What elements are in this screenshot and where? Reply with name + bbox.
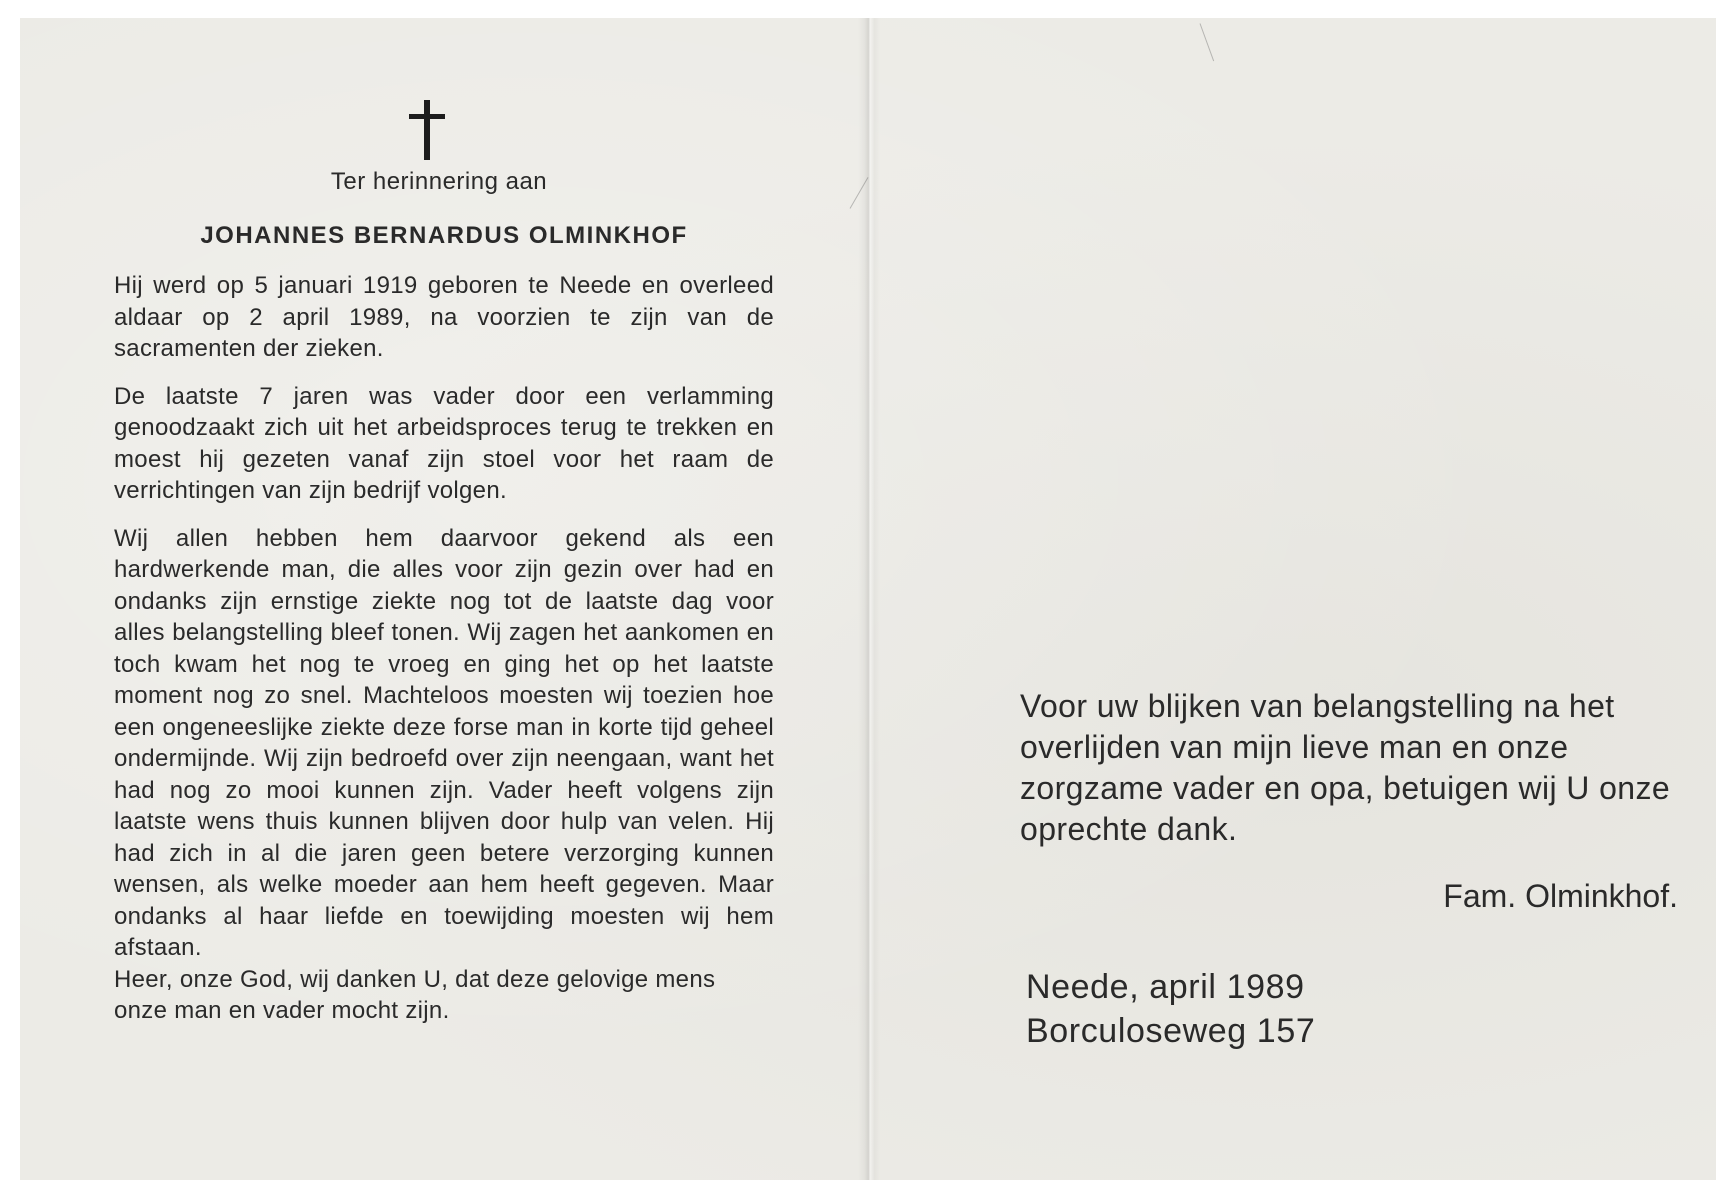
biography-paragraph: De laatste 7 jaren was vader door een verlamming genoodzaakt zich uit het arbeidsproces terug te trekken en moest hij gezeten vanaf zijn stoel voor het raam de verrichtingen van zijn bedrijf volgen. bbox=[114, 382, 774, 504]
biography-paragraph: Wij allen hebben hem daarvoor gekend als een hardwerkende man, die alles voor zijn gezin over had en ondanks zijn ernstige ziekte nog tot de laatste dag voor alles belangstelling bleef tonen. Wij zagen het aankomen en toch kwam het nog te vroeg en ging het op het laatste moment nog zo snel. Machteloos moesten wij toezien hoe een ongeneeslijke ziekte deze forse man in korte tijd geheel ondermijnde. Wij zijn bedroefd over zijn neengaan, want het had nog zo mooi kunnen zijn. Vader heeft volgens zijn laatste wens thuis kunnen blijven door hulp van velen. Hij had zich in al die jaren geen betere verzorging kunnen wensen, als welke moeder aan hem heeft gegeven. Maar ondanks al haar liefde en toewijding moesten wij hem afstaan. bbox=[114, 524, 774, 961]
intro-text: Ter herinnering aan bbox=[330, 168, 548, 195]
prayer-paragraph: Heer, onze God, wij danken U, dat deze gelovige mens onze man en vader mocht zijn. bbox=[114, 965, 716, 1024]
memorial-card bbox=[20, 18, 1716, 1180]
cross-icon bbox=[409, 100, 445, 160]
biography-paragraph: Hij werd op 5 januari 1919 geboren te Neede en overleed aldaar op 2 april 1989, na voorzien te zijn van de sacramenten der zieken. bbox=[114, 272, 774, 362]
right-panel bbox=[1020, 686, 1680, 1053]
deceased-name: JOHANNES BERNARDUS OLMINKHOF bbox=[200, 222, 688, 249]
place-and-address bbox=[1026, 965, 1680, 1053]
card-fold bbox=[858, 18, 880, 1180]
paper-scratch bbox=[1200, 23, 1215, 61]
address: Borculoseweg 157 bbox=[1026, 1012, 1316, 1050]
place-date: Neede, april 1989 bbox=[1026, 968, 1305, 1006]
thank-you-text: Voor uw blijken van belangstelling na het overlijden van mijn lieve man en onze zorgzame vader en opa, betuigen wij U onze oprechte dank. bbox=[1020, 688, 1671, 847]
family-signature: Fam. Olminkhof. bbox=[1443, 878, 1678, 914]
biography bbox=[114, 270, 774, 1027]
